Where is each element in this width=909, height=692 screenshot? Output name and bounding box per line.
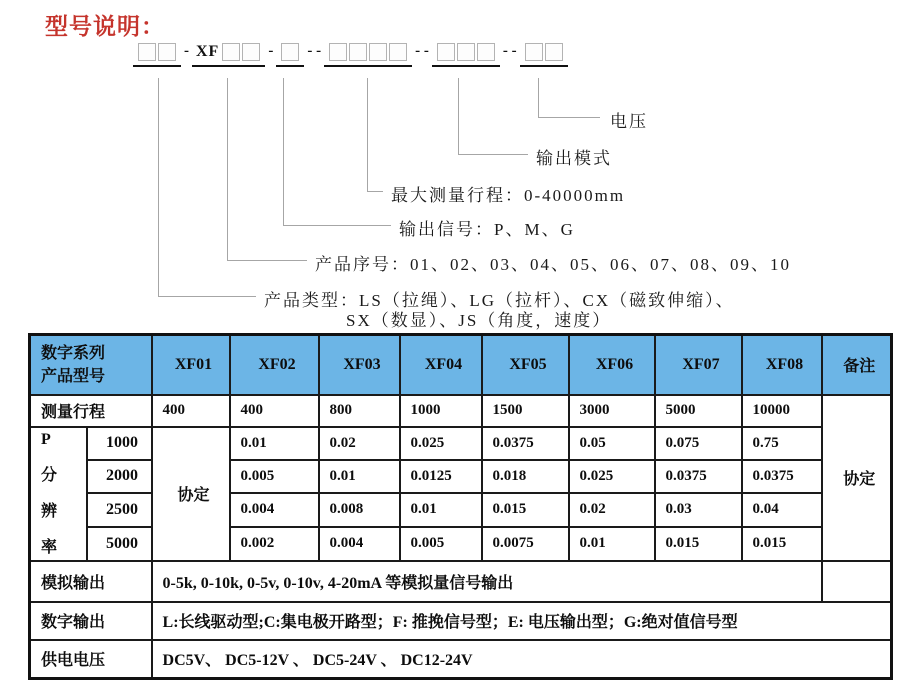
header-xf06: XF06	[569, 335, 655, 395]
table-header-row	[30, 335, 892, 395]
blank-box	[457, 43, 475, 61]
resolution-value: 0.0375	[482, 427, 569, 460]
header-series-model: 数字系列 产品型号	[30, 335, 152, 395]
resolution-value: 0.004	[230, 493, 319, 527]
range-row	[30, 395, 892, 427]
blank-box	[158, 43, 176, 61]
resolution-value: 0.0075	[482, 527, 569, 561]
model-number-format	[133, 40, 568, 67]
callout-output-signal: 输出信号：P、M、G	[399, 220, 575, 239]
blank-box	[369, 43, 387, 61]
blank-box	[138, 43, 156, 61]
connector-line	[158, 78, 159, 296]
resolution-sublabel: 2000	[87, 460, 152, 493]
header-xf02: XF02	[230, 335, 319, 395]
resolution-value: 0.005	[400, 527, 482, 561]
resolution-value: 0.008	[319, 493, 400, 527]
blank-box	[329, 43, 347, 61]
analog-output-row	[30, 561, 892, 602]
xf-prefix: XF	[196, 43, 220, 60]
header-xf07: XF07	[655, 335, 742, 395]
callout-max-range: 最大测量行程：0-40000mm	[391, 186, 626, 205]
connector-line	[538, 117, 600, 118]
analog-remark-empty	[822, 561, 892, 602]
header-xf04: XF04	[400, 335, 482, 395]
callout-output-mode: 输出模式	[536, 149, 612, 168]
header-remark: 备注	[822, 335, 892, 395]
resolution-value: 0.03	[655, 493, 742, 527]
header-xf08: XF08	[742, 335, 822, 395]
resolution-value: 0.004	[319, 527, 400, 561]
resolution-value: 0.75	[742, 427, 822, 460]
blank-box	[545, 43, 563, 61]
remark-merged-cell: 协定	[822, 395, 892, 561]
connector-line	[367, 191, 383, 192]
resolution-value: 0.025	[569, 460, 655, 493]
blank-box	[281, 43, 299, 61]
blank-box	[525, 43, 543, 61]
resolution-value: 0.018	[482, 460, 569, 493]
power-supply-label: 供电电压	[30, 640, 152, 679]
double-dash-separator: - -	[415, 43, 429, 59]
model-group-signal	[276, 40, 304, 67]
dash-separator: -	[268, 43, 274, 59]
digital-output-label: 数字输出	[30, 602, 152, 640]
connector-line	[458, 154, 528, 155]
digital-output-row	[30, 602, 892, 640]
power-supply-row	[30, 640, 892, 679]
resolution-value: 0.02	[319, 427, 400, 460]
connector-line	[458, 78, 459, 154]
range-value: 1000	[400, 395, 482, 427]
resolution-row-1000	[30, 427, 892, 460]
resolution-value: 0.04	[742, 493, 822, 527]
range-label: 测量行程	[30, 395, 152, 427]
connector-line	[538, 78, 539, 117]
connector-line	[367, 78, 368, 191]
resolution-value: 0.0125	[400, 460, 482, 493]
model-group-output-mode	[432, 40, 500, 67]
model-group-type	[133, 40, 181, 67]
range-value: 3000	[569, 395, 655, 427]
resolution-value: 0.005	[230, 460, 319, 493]
resolution-value: 0.02	[569, 493, 655, 527]
resolution-value: 0.01	[230, 427, 319, 460]
resolution-value: 0.015	[742, 527, 822, 561]
callout-voltage: 电压	[610, 112, 648, 131]
range-value: 10000	[742, 395, 822, 427]
resolution-value: 0.075	[655, 427, 742, 460]
power-supply-value: DC5V、 DC5-12V 、 DC5-24V 、 DC12-24V	[152, 640, 892, 679]
double-dash-separator: - -	[502, 43, 517, 59]
digital-output-value: L:长线驱动型;C:集电极开路型；F: 推挽信号型；E: 电压输出型；G:绝对值信号型	[152, 602, 892, 640]
resolution-value: 0.0375	[655, 460, 742, 493]
resolution-value: 0.01	[400, 493, 482, 527]
connector-line	[227, 78, 228, 260]
header-xf05: XF05	[482, 335, 569, 395]
model-group-voltage	[520, 40, 568, 67]
page-title: 型号说明：	[45, 13, 165, 39]
range-value: 400	[230, 395, 319, 427]
resolution-value: 0.015	[655, 527, 742, 561]
resolution-value: 0.0375	[742, 460, 822, 493]
resolution-value: 0.025	[400, 427, 482, 460]
range-value: 400	[152, 395, 230, 427]
model-group-range	[324, 40, 412, 67]
connector-line	[227, 260, 307, 261]
analog-output-value: 0-5k, 0-10k, 0-5v, 0-10v, 4-20mA 等模拟量信号输出	[152, 561, 822, 602]
blank-box	[437, 43, 455, 61]
resolution-sublabel: 1000	[87, 427, 152, 460]
header-xf01: XF01	[152, 335, 230, 395]
resolution-value: 0.015	[482, 493, 569, 527]
connector-line	[158, 296, 256, 297]
blank-box	[477, 43, 495, 61]
resolution-value: 0.05	[569, 427, 655, 460]
xf01-merged-cell: 协定	[152, 427, 230, 561]
range-value: 5000	[655, 395, 742, 427]
analog-output-label: 模拟输出	[30, 561, 152, 602]
model-group-serial	[192, 40, 265, 67]
range-value: 1500	[482, 395, 569, 427]
resolution-group-label: P 分 辨 率	[30, 427, 87, 561]
dash-separator: -	[184, 43, 189, 59]
resolution-value: 0.002	[230, 527, 319, 561]
resolution-value: 0.01	[319, 460, 400, 493]
connector-line	[283, 78, 284, 225]
double-dash-separator: - -	[307, 43, 322, 59]
callout-serial: 产品序号：01、02、03、04、05、06、07、08、09、10	[315, 255, 791, 274]
blank-box	[242, 43, 260, 61]
blank-box	[389, 43, 407, 61]
range-value: 800	[319, 395, 400, 427]
callout-product-type-line2: SX（数显）、JS（角度，速度）	[346, 311, 612, 330]
resolution-sublabel: 2500	[87, 493, 152, 527]
connector-line	[283, 225, 391, 226]
header-xf03: XF03	[319, 335, 400, 395]
spec-table	[28, 333, 893, 680]
blank-box	[349, 43, 367, 61]
resolution-value: 0.01	[569, 527, 655, 561]
callout-product-type-line1: 产品类型：LS（拉绳）、LG（拉杆）、CX（磁致伸缩）、	[264, 291, 735, 310]
resolution-sublabel: 5000	[87, 527, 152, 561]
blank-box	[222, 43, 240, 61]
